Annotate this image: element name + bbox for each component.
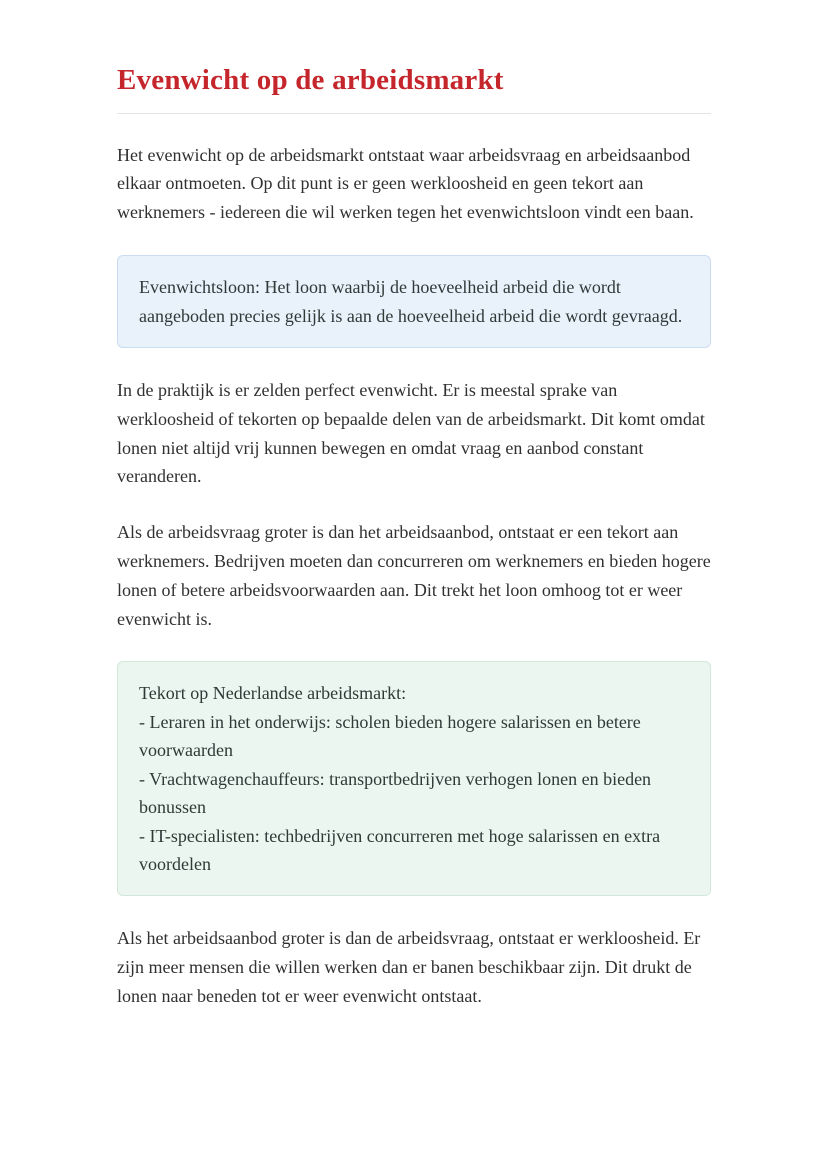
example-item-teachers: - Leraren in het onderwijs: scholen bieden hogere salarissen en betere voorwaarden	[139, 711, 641, 761]
example-item-it-specialists: - IT-specialisten: techbedrijven concurreren met hoge salarissen en extra voordelen	[139, 825, 661, 874]
paragraph-labor-surplus: Als het arbeidsaanbod groter is dan de arbeidsvraag, ontstaat er werkloosheid. Er zijn meer mensen die willen werken dan er banen beschikbaar zijn. Dit drukt de lonen naar beneden tot er weer evenwicht ontstaat.	[117, 928, 701, 1006]
definition-box-evenwichtsloon	[117, 255, 711, 348]
paragraph-labor-shortage: Als de arbeidsvraag groter is dan het arbeidsaanbod, ontstaat er een tekort aan werknemers. Bedrijven moeten dan concurreren om werknemers en bieden hogere lonen of betere arbeidsvoorwaarden aan. Dit trekt het loon omhoog tot er weer evenwicht is.	[117, 522, 711, 629]
definition-text: Evenwichtsloon: Het loon waarbij de hoeveelheid arbeid die wordt aangeboden precies gelijk is aan de hoeveelheid arbeid die wordt gevraagd.	[139, 277, 683, 326]
example-box-title: Tekort op Nederlandse arbeidsmarkt:	[139, 683, 407, 704]
paragraph-practice: In de praktijk is er zelden perfect evenwicht. Er is meestal sprake van werkloosheid of tekorten op bepaalde delen van de arbeidsmarkt. Dit komt omdat lonen niet altijd vrij kunnen bewegen en omdat vraag en aanbod constant veranderen.	[117, 379, 705, 487]
paragraph-equilibrium-intro: Het evenwicht op de arbeidsmarkt ontstaat waar arbeidsvraag en arbeidsaanbod elkaar ontmoeten. Op dit punt is er geen werkloosheid en geen tekort aan werknemers - iedereen die wil werken tegen het evenwichtsloon vindt een baan.	[117, 144, 694, 223]
example-item-truck-drivers: - Vrachtwagenchauffeurs: transportbedrijven verhogen lonen en bieden bonussen	[139, 768, 652, 818]
title-divider	[117, 113, 711, 114]
article	[117, 0, 711, 1011]
example-box-shortage	[117, 661, 711, 896]
page-title: Evenwicht op de arbeidsmarkt	[117, 64, 504, 96]
